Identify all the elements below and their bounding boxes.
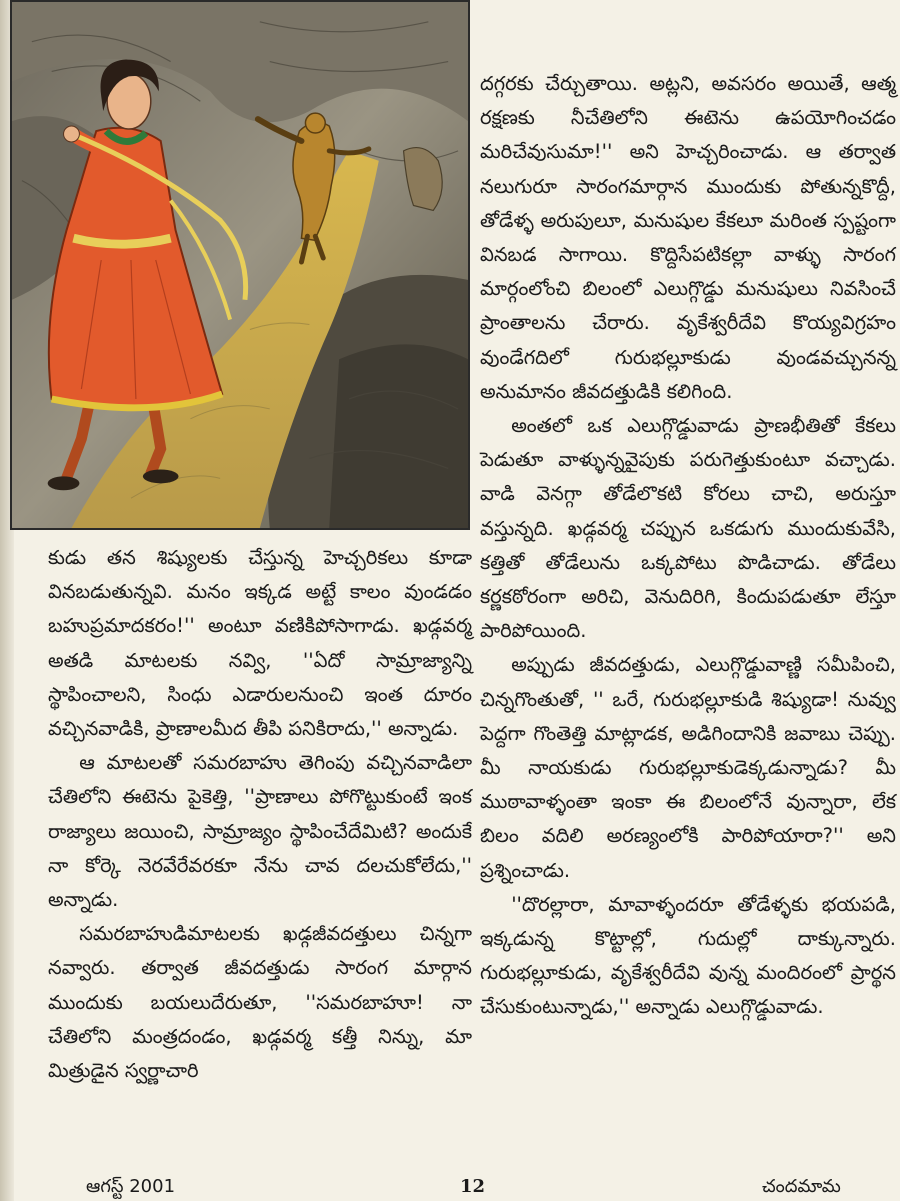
paragraph: సమరబాహుడిమాటలకు ఖడ్గజీవదత్తులు చిన్నగా నవ్వారు. తర్వాత జీవదత్తుడు సారంగ మార్గాన ముందుకు బయలుదేరుతూ, ''సమరబాహూ! నా చేతిలోని మంత్రదండం, ఖడ్గవర్మ కత్తీ నిన్ను, మా మిత్రుడైన స్వర్ణాచారి [48,922,472,1083]
magazine-name: చందమామ [762,1176,841,1197]
footer-month: ఆగస్ట్ 2001 [86,1176,176,1197]
paragraph: అంతలో ఒక ఎలుగ్గొడ్డువాడు ప్రాణభీతితో కేకలు పెడుతూ వాళ్ళున్నవైపుకు పరుగెత్తుకుంటూ వచ్చాడు. వాడి వెనగ్గా తోడేలొకటి కోరలు చాచి, అరుస్తూ వస్తున్నది. ఖడ్గవర్మ చప్పున ఒకడుగు ముందుకువేసి, కత్తితో తోడేలును ఒక్కపోటు పొడిచాడు. తోడేలు కర్ణకఠోరంగా అరిచి, వెనుదిరిగి, కిందుపడుతూ లేస్తూ పారిపోయింది. [480,414,896,643]
page-number: 12 [460,1176,486,1197]
paragraph: కుడు తన శిష్యులకు చేస్తున్న హెచ్చరికలు కూడా వినబడుతున్నవి. మనం ఇక్కడ అట్టే కాలం వుండడం బహుప్రమాదకరం!'' అంటూ వణికిపోసాగాడు. ఖడ్గవర్మ అతడి మాటలకు నవ్వి, ''ఏదో సామ్రాజ్యాన్ని స్థాపించాలని, సింధు ఎడారులనుంచి ఇంత దూరం వచ్చినవాడికి, ప్రాణాలమీద తీపి పనికిరాదు,'' అన్నాడు. [48,546,472,741]
paragraph: ''దొరల్లారా, మావాళ్ళందరూ తోడేళ్ళకు భయపడి, ఇక్కడున్న కొట్టాల్లో, గుదుల్లో దాక్కున్నారు. గురుభల్లూకుడు, వృకేశ్వరీదేవి వున్న మందిరంలో ప్రార్థన చేసుకుంటున్నాడు,'' అన్నాడు ఎలుగ్గొడ్డువాడు. [480,892,896,1019]
paragraph: దగ్గరకు చేర్చుతాయి. అట్లని, అవసరం అయితే, ఆత్మ రక్షణకు నీచేతిలోని ఈటెను ఉపయోగించడం మరిచేవుసుమా!'' అని హెచ్చరించాడు. ఆ తర్వాత నలుగురూ సారంగమార్గాన ముందుకు పోతున్నకొద్దీ, తోడేళ్ళ అరుపులూ, మనుషుల కేకలూ మరింత స్పష్టంగా వినబడ సాగాయి. కొద్దిసేపటికల్లా వాళ్ళు సారంగ మార్గంలోంచి బిలంలో ఎలుగ్గొడ్డు మనుషులు నివసించే ప్రాంతాలను చేరారు. వృకేశ్వరీదేవి కొయ్యవిగ్రహం వుండేగదిలో గురుభల్లూకుడు వుండవచ్చునన్న అనుమానం జీవదత్తుడికి కలిగింది. [480,72,896,403]
paragraph: అప్పుడు జీవదత్తుడు, ఎలుగ్గొడ్డువాణ్ణి సమీపించి, చిన్నగొంతుతో, '' ఒరే, గురుభల్లూకుడి శిష్యుడా! నువ్వు పెద్దగా గొంతెత్తి మాట్లాడక, అడిగిందానికి జవాబు చెప్పు. మీ నాయకుడు గురుభల్లూకుడెక్కడున్నాడు? మీ ముఠావాళ్ళంతా ఇంకా ఈ బిలంలోనే వున్నారా, లేక బిలం వదిలి అరణ్యంలోకి పారిపోయారా?'' అని ప్రశ్నించాడు. [480,653,896,882]
story-illustration [10,0,470,530]
archer-cave-illustration-icon [12,2,468,528]
right-text-column [480,67,896,1025]
left-text-column [48,541,472,1088]
paragraph: ఆ మాటలతో సమరబాహు తెగింపు వచ్చినవాడిలా చేతిలోని ఈటెను పైకెత్తి, ''ప్రాణాలు పోగొట్టుకుంటే ఇంక రాజ్యాలు జయించి, సామ్రాజ్యం స్థాపించేదేమిటి? అందుకే నా కోర్కె నెరవేరేవరకూ నేను చావ దలచుకోలేదు,'' అన్నాడు. [48,751,472,912]
